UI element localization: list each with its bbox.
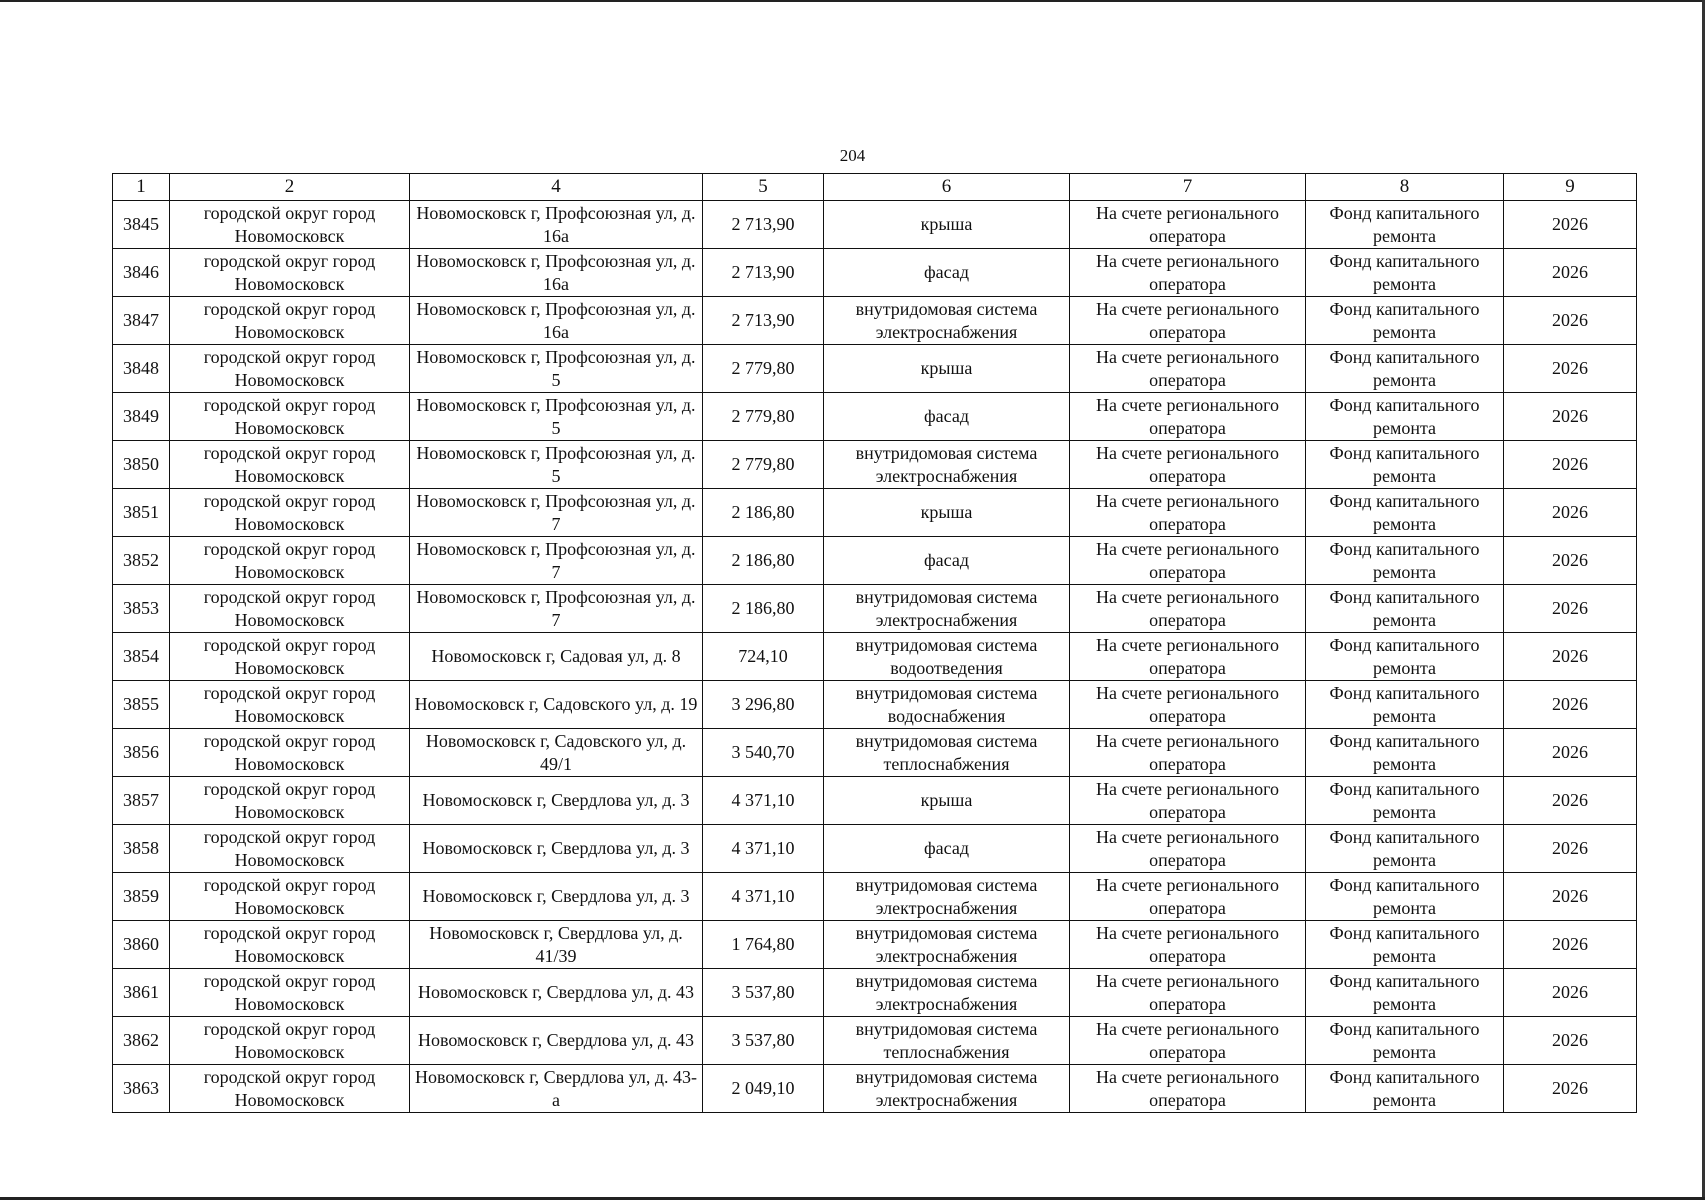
- table-row: [113, 1065, 1637, 1113]
- funding-source-cell: Фонд капитального ремонта: [1306, 537, 1504, 585]
- address-cell: Новомосковск г, Профсоюзная ул, д. 5: [410, 441, 703, 489]
- row-number-cell: 3863: [113, 1065, 170, 1113]
- table-row: [113, 777, 1637, 825]
- year-cell: 2026: [1504, 441, 1637, 489]
- municipality-cell: городской округ город Новомосковск: [170, 537, 410, 585]
- year-cell: 2026: [1504, 1017, 1637, 1065]
- address-cell: Новомосковск г, Свердлова ул, д. 3: [410, 873, 703, 921]
- row-number-cell: 3848: [113, 345, 170, 393]
- work-type-cell: внутридомовая система электроснабжения: [824, 969, 1070, 1017]
- row-number-cell: 3860: [113, 921, 170, 969]
- work-type-cell: внутридомовая система электроснабжения: [824, 441, 1070, 489]
- year-cell: 2026: [1504, 777, 1637, 825]
- row-number-cell: 3856: [113, 729, 170, 777]
- address-cell: Новомосковск г, Свердлова ул, д. 41/39: [410, 921, 703, 969]
- municipality-cell: городской округ город Новомосковск: [170, 249, 410, 297]
- area-cell: 2 779,80: [703, 393, 824, 441]
- area-cell: 724,10: [703, 633, 824, 681]
- table-row: [113, 1017, 1637, 1065]
- column-header: 9: [1504, 174, 1637, 201]
- year-cell: 2026: [1504, 297, 1637, 345]
- fund-account-cell: На счете регионального оператора: [1070, 1017, 1306, 1065]
- fund-account-cell: На счете регионального оператора: [1070, 585, 1306, 633]
- row-number-cell: 3854: [113, 633, 170, 681]
- area-cell: 2 713,90: [703, 297, 824, 345]
- municipality-cell: городской округ город Новомосковск: [170, 489, 410, 537]
- year-cell: 2026: [1504, 249, 1637, 297]
- funding-source-cell: Фонд капитального ремонта: [1306, 489, 1504, 537]
- municipality-cell: городской округ город Новомосковск: [170, 441, 410, 489]
- funding-source-cell: Фонд капитального ремонта: [1306, 297, 1504, 345]
- funding-source-cell: Фонд капитального ремонта: [1306, 249, 1504, 297]
- row-number-cell: 3846: [113, 249, 170, 297]
- work-type-cell: крыша: [824, 345, 1070, 393]
- year-cell: 2026: [1504, 969, 1637, 1017]
- work-type-cell: фасад: [824, 249, 1070, 297]
- column-header: 6: [824, 174, 1070, 201]
- municipality-cell: городской округ город Новомосковск: [170, 969, 410, 1017]
- address-cell: Новомосковск г, Профсоюзная ул, д. 5: [410, 393, 703, 441]
- row-number-cell: 3850: [113, 441, 170, 489]
- work-type-cell: фасад: [824, 825, 1070, 873]
- table-row: [113, 441, 1637, 489]
- work-type-cell: фасад: [824, 537, 1070, 585]
- area-cell: 2 713,90: [703, 201, 824, 249]
- table-row: [113, 489, 1637, 537]
- area-cell: 2 049,10: [703, 1065, 824, 1113]
- municipality-cell: городской округ город Новомосковск: [170, 777, 410, 825]
- funding-source-cell: Фонд капитального ремонта: [1306, 345, 1504, 393]
- row-number-cell: 3845: [113, 201, 170, 249]
- municipality-cell: городской округ город Новомосковск: [170, 921, 410, 969]
- address-cell: Новомосковск г, Свердлова ул, д. 3: [410, 825, 703, 873]
- funding-source-cell: Фонд капитального ремонта: [1306, 1065, 1504, 1113]
- funding-source-cell: Фонд капитального ремонта: [1306, 825, 1504, 873]
- row-number-cell: 3849: [113, 393, 170, 441]
- address-cell: Новомосковск г, Садовского ул, д. 49/1: [410, 729, 703, 777]
- work-type-cell: внутридомовая система электроснабжения: [824, 297, 1070, 345]
- year-cell: 2026: [1504, 585, 1637, 633]
- table-row: [113, 633, 1637, 681]
- address-cell: Новомосковск г, Свердлова ул, д. 43: [410, 1017, 703, 1065]
- page-number: 204: [839, 146, 866, 165]
- area-cell: 2 186,80: [703, 585, 824, 633]
- column-header: 2: [170, 174, 410, 201]
- table-row: [113, 393, 1637, 441]
- funding-source-cell: Фонд капитального ремонта: [1306, 921, 1504, 969]
- fund-account-cell: На счете регионального оператора: [1070, 489, 1306, 537]
- row-number-cell: 3847: [113, 297, 170, 345]
- municipality-cell: городской округ город Новомосковск: [170, 825, 410, 873]
- funding-source-cell: Фонд капитального ремонта: [1306, 969, 1504, 1017]
- row-number-cell: 3862: [113, 1017, 170, 1065]
- area-cell: 3 540,70: [703, 729, 824, 777]
- table-row: [113, 297, 1637, 345]
- year-cell: 2026: [1504, 537, 1637, 585]
- table-body: [113, 201, 1637, 1113]
- fund-account-cell: На счете регионального оператора: [1070, 441, 1306, 489]
- address-cell: Новомосковск г, Садовая ул, д. 8: [410, 633, 703, 681]
- row-number-cell: 3861: [113, 969, 170, 1017]
- work-type-cell: внутридомовая система электроснабжения: [824, 585, 1070, 633]
- table-row: [113, 537, 1637, 585]
- fund-account-cell: На счете регионального оператора: [1070, 345, 1306, 393]
- municipality-cell: городской округ город Новомосковск: [170, 1017, 410, 1065]
- top-border-line: [0, 0, 1705, 2]
- year-cell: 2026: [1504, 345, 1637, 393]
- row-number-cell: 3853: [113, 585, 170, 633]
- address-cell: Новомосковск г, Свердлова ул, д. 3: [410, 777, 703, 825]
- column-header: 1: [113, 174, 170, 201]
- fund-account-cell: На счете регионального оператора: [1070, 297, 1306, 345]
- municipality-cell: городской округ город Новомосковск: [170, 201, 410, 249]
- fund-account-cell: На счете регионального оператора: [1070, 393, 1306, 441]
- fund-account-cell: На счете регионального оператора: [1070, 681, 1306, 729]
- fund-account-cell: На счете регионального оператора: [1070, 201, 1306, 249]
- address-cell: Новомосковск г, Профсоюзная ул, д. 16а: [410, 201, 703, 249]
- address-cell: Новомосковск г, Профсоюзная ул, д. 5: [410, 345, 703, 393]
- work-type-cell: внутридомовая система теплоснабжения: [824, 1017, 1070, 1065]
- work-type-cell: внутридомовая система электроснабжения: [824, 873, 1070, 921]
- funding-source-cell: Фонд капитального ремонта: [1306, 441, 1504, 489]
- fund-account-cell: На счете регионального оператора: [1070, 873, 1306, 921]
- row-number-cell: 3855: [113, 681, 170, 729]
- work-type-cell: крыша: [824, 489, 1070, 537]
- row-number-cell: 3857: [113, 777, 170, 825]
- table-row: [113, 825, 1637, 873]
- work-type-cell: внутридомовая система электроснабжения: [824, 921, 1070, 969]
- year-cell: 2026: [1504, 921, 1637, 969]
- funding-source-cell: Фонд капитального ремонта: [1306, 1017, 1504, 1065]
- year-cell: 2026: [1504, 729, 1637, 777]
- municipality-cell: городской округ город Новомосковск: [170, 633, 410, 681]
- column-header: 4: [410, 174, 703, 201]
- column-header: 5: [703, 174, 824, 201]
- area-cell: 1 764,80: [703, 921, 824, 969]
- funding-source-cell: Фонд капитального ремонта: [1306, 633, 1504, 681]
- address-cell: Новомосковск г, Садовского ул, д. 19: [410, 681, 703, 729]
- column-header: 7: [1070, 174, 1306, 201]
- row-number-cell: 3858: [113, 825, 170, 873]
- address-cell: Новомосковск г, Свердлова ул, д. 43-а: [410, 1065, 703, 1113]
- funding-source-cell: Фонд капитального ремонта: [1306, 393, 1504, 441]
- table-row: [113, 729, 1637, 777]
- funding-source-cell: Фонд капитального ремонта: [1306, 585, 1504, 633]
- year-cell: 2026: [1504, 201, 1637, 249]
- column-header: 8: [1306, 174, 1504, 201]
- header-row: [113, 174, 1637, 201]
- year-cell: 2026: [1504, 489, 1637, 537]
- year-cell: 2026: [1504, 1065, 1637, 1113]
- fund-account-cell: На счете регионального оператора: [1070, 969, 1306, 1017]
- table-row: [113, 201, 1637, 249]
- area-cell: 2 186,80: [703, 537, 824, 585]
- fund-account-cell: На счете регионального оператора: [1070, 825, 1306, 873]
- table-row: [113, 585, 1637, 633]
- work-type-cell: внутридомовая система водоснабжения: [824, 681, 1070, 729]
- table-row: [113, 345, 1637, 393]
- table-row: [113, 249, 1637, 297]
- fund-account-cell: На счете регионального оператора: [1070, 633, 1306, 681]
- area-cell: 4 371,10: [703, 825, 824, 873]
- year-cell: 2026: [1504, 681, 1637, 729]
- municipality-cell: городской округ город Новомосковск: [170, 729, 410, 777]
- work-type-cell: внутридомовая система теплоснабжения: [824, 729, 1070, 777]
- work-type-cell: крыша: [824, 201, 1070, 249]
- work-type-cell: внутридомовая система электроснабжения: [824, 1065, 1070, 1113]
- fund-account-cell: На счете регионального оператора: [1070, 729, 1306, 777]
- fund-account-cell: На счете регионального оператора: [1070, 1065, 1306, 1113]
- address-cell: Новомосковск г, Профсоюзная ул, д. 7: [410, 537, 703, 585]
- fund-account-cell: На счете регионального оператора: [1070, 921, 1306, 969]
- table-row: [113, 681, 1637, 729]
- table-row: [113, 873, 1637, 921]
- register-table: [112, 173, 1637, 1113]
- row-number-cell: 3851: [113, 489, 170, 537]
- funding-source-cell: Фонд капитального ремонта: [1306, 729, 1504, 777]
- municipality-cell: городской округ город Новомосковск: [170, 585, 410, 633]
- address-cell: Новомосковск г, Профсоюзная ул, д. 16а: [410, 249, 703, 297]
- row-number-cell: 3852: [113, 537, 170, 585]
- area-cell: 4 371,10: [703, 777, 824, 825]
- municipality-cell: городской округ город Новомосковск: [170, 1065, 410, 1113]
- funding-source-cell: Фонд капитального ремонта: [1306, 201, 1504, 249]
- municipality-cell: городской округ город Новомосковск: [170, 681, 410, 729]
- address-cell: Новомосковск г, Профсоюзная ул, д. 16а: [410, 297, 703, 345]
- year-cell: 2026: [1504, 825, 1637, 873]
- area-cell: 2 779,80: [703, 345, 824, 393]
- address-cell: Новомосковск г, Профсоюзная ул, д. 7: [410, 489, 703, 537]
- area-cell: 3 537,80: [703, 969, 824, 1017]
- area-cell: 2 186,80: [703, 489, 824, 537]
- municipality-cell: городской округ город Новомосковск: [170, 393, 410, 441]
- address-cell: Новомосковск г, Свердлова ул, д. 43: [410, 969, 703, 1017]
- work-type-cell: фасад: [824, 393, 1070, 441]
- year-cell: 2026: [1504, 633, 1637, 681]
- year-cell: 2026: [1504, 393, 1637, 441]
- funding-source-cell: Фонд капитального ремонта: [1306, 873, 1504, 921]
- municipality-cell: городской округ город Новомосковск: [170, 345, 410, 393]
- row-number-cell: 3859: [113, 873, 170, 921]
- area-cell: 3 537,80: [703, 1017, 824, 1065]
- area-cell: 2 779,80: [703, 441, 824, 489]
- area-cell: 2 713,90: [703, 249, 824, 297]
- work-type-cell: крыша: [824, 777, 1070, 825]
- year-cell: 2026: [1504, 873, 1637, 921]
- table-row: [113, 921, 1637, 969]
- municipality-cell: городской округ город Новомосковск: [170, 873, 410, 921]
- fund-account-cell: На счете регионального оператора: [1070, 537, 1306, 585]
- municipality-cell: городской округ город Новомосковск: [170, 297, 410, 345]
- work-type-cell: внутридомовая система водоотведения: [824, 633, 1070, 681]
- area-cell: 4 371,10: [703, 873, 824, 921]
- funding-source-cell: Фонд капитального ремонта: [1306, 777, 1504, 825]
- fund-account-cell: На счете регионального оператора: [1070, 777, 1306, 825]
- fund-account-cell: На счете регионального оператора: [1070, 249, 1306, 297]
- table-row: [113, 969, 1637, 1017]
- funding-source-cell: Фонд капитального ремонта: [1306, 681, 1504, 729]
- address-cell: Новомосковск г, Профсоюзная ул, д. 7: [410, 585, 703, 633]
- area-cell: 3 296,80: [703, 681, 824, 729]
